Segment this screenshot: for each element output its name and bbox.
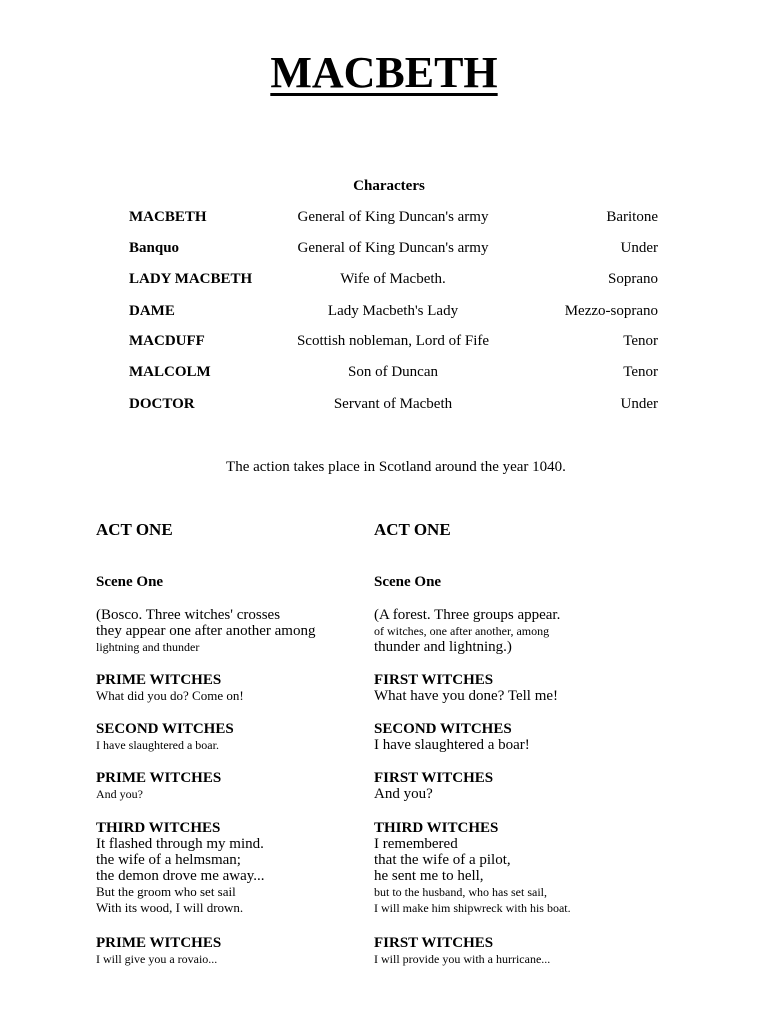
- dialogue-line: I will make him shipwreck with his boat.: [374, 901, 571, 915]
- dialogue-line: And you?: [374, 786, 433, 802]
- scene-heading: Scene One: [374, 574, 442, 590]
- speaker-name: FIRST WITCHES: [374, 935, 494, 951]
- character-voice: Tenor: [623, 333, 658, 349]
- character-description: Wife of Macbeth.: [340, 271, 446, 287]
- speaker-name: SECOND WITCHES: [374, 721, 512, 737]
- dialogue-line: he sent me to hell,: [374, 868, 484, 884]
- act-heading: ACT ONE: [374, 520, 451, 539]
- dialogue-block: [96, 721, 234, 753]
- dialogue-block: [96, 935, 221, 967]
- dialogue-block: [374, 672, 558, 704]
- character-description: General of King Duncan's army: [297, 209, 489, 225]
- character-row: [0, 207, 768, 227]
- dialogue-line: But the groom who set sail: [96, 884, 236, 899]
- character-name: LADY MACBETH: [129, 271, 253, 287]
- speaker-name: PRIME WITCHES: [96, 770, 222, 786]
- dialogue-line: I remembered: [374, 836, 458, 852]
- dialogue-line: that the wife of a pilot,: [374, 852, 511, 868]
- character-voice: Baritone: [606, 209, 658, 225]
- dialogue-line: What have you done? Tell me!: [374, 688, 559, 704]
- dialogue-line: And you?: [96, 787, 143, 801]
- scene-heading: Scene One: [96, 574, 164, 590]
- character-row: [0, 394, 768, 414]
- dialogue-line: It flashed through my mind.: [96, 836, 264, 852]
- character-voice: Mezzo-soprano: [564, 303, 658, 319]
- stage-direction: (A forest. Three groups appear. of witches, one after another, among thunder and lightning.): [374, 607, 561, 655]
- character-voice: Under: [620, 240, 658, 256]
- page-title: MACBETH: [270, 48, 498, 97]
- speaker-name: FIRST WITCHES: [374, 672, 494, 688]
- character-voice: Under: [620, 396, 658, 412]
- dialogue-block: [374, 935, 550, 967]
- dialogue-block: [96, 770, 221, 802]
- dialogue-block: [374, 721, 530, 753]
- character-description: Lady Macbeth's Lady: [327, 303, 459, 319]
- act-heading: ACT ONE: [96, 520, 173, 539]
- speaker-name: THIRD WITCHES: [96, 820, 221, 836]
- dialogue-line: I will provide you with a hurricane...: [374, 952, 551, 966]
- setting-note: The action takes place in Scotland around the year 1040.: [226, 459, 566, 475]
- dialogue-line: but to the husband, who has set sail,: [374, 885, 547, 899]
- dialogue-line: With its wood, I will drown.: [96, 900, 244, 915]
- characters-heading: Characters: [353, 178, 425, 194]
- character-description: Scottish nobleman, Lord of Fife: [296, 333, 490, 349]
- dialogue-line: What did you do? Come on!: [96, 688, 244, 703]
- character-row: [0, 331, 768, 351]
- character-name: Banquo: [129, 240, 180, 256]
- dialogue-block: [374, 770, 493, 802]
- character-description: Servant of Macbeth: [333, 396, 453, 412]
- character-row: [0, 238, 768, 258]
- dialogue-line: the demon drove me away...: [96, 868, 265, 884]
- character-name: DOCTOR: [129, 396, 195, 412]
- dialogue-line: I will give you a rovaio...: [96, 952, 218, 966]
- speaker-name: PRIME WITCHES: [96, 935, 222, 951]
- character-name: DAME: [129, 303, 175, 319]
- character-description: Son of Duncan: [348, 364, 438, 380]
- character-row: [0, 362, 768, 382]
- character-description: General of King Duncan's army: [297, 240, 489, 256]
- character-voice: Tenor: [623, 364, 658, 380]
- dialogue-block: [96, 672, 244, 704]
- character-name: MALCOLM: [129, 364, 211, 380]
- character-voice: Soprano: [608, 271, 658, 287]
- speaker-name: FIRST WITCHES: [374, 770, 494, 786]
- dialogue-block: [96, 820, 265, 916]
- character-row: [0, 269, 768, 289]
- dialogue-block: [374, 820, 571, 916]
- character-name: MACDUFF: [129, 333, 205, 349]
- speaker-name: SECOND WITCHES: [96, 721, 234, 737]
- dialogue-line: the wife of a helmsman;: [96, 852, 241, 868]
- character-name: MACBETH: [129, 209, 207, 225]
- character-row: [0, 301, 768, 321]
- speaker-name: PRIME WITCHES: [96, 672, 222, 688]
- dialogue-line: I have slaughtered a boar!: [374, 737, 530, 753]
- dialogue-line: I have slaughtered a boar.: [96, 738, 219, 752]
- speaker-name: THIRD WITCHES: [374, 820, 499, 836]
- stage-direction: (Bosco. Three witches' crosses they appear one after another among lightning and thunder: [96, 607, 316, 654]
